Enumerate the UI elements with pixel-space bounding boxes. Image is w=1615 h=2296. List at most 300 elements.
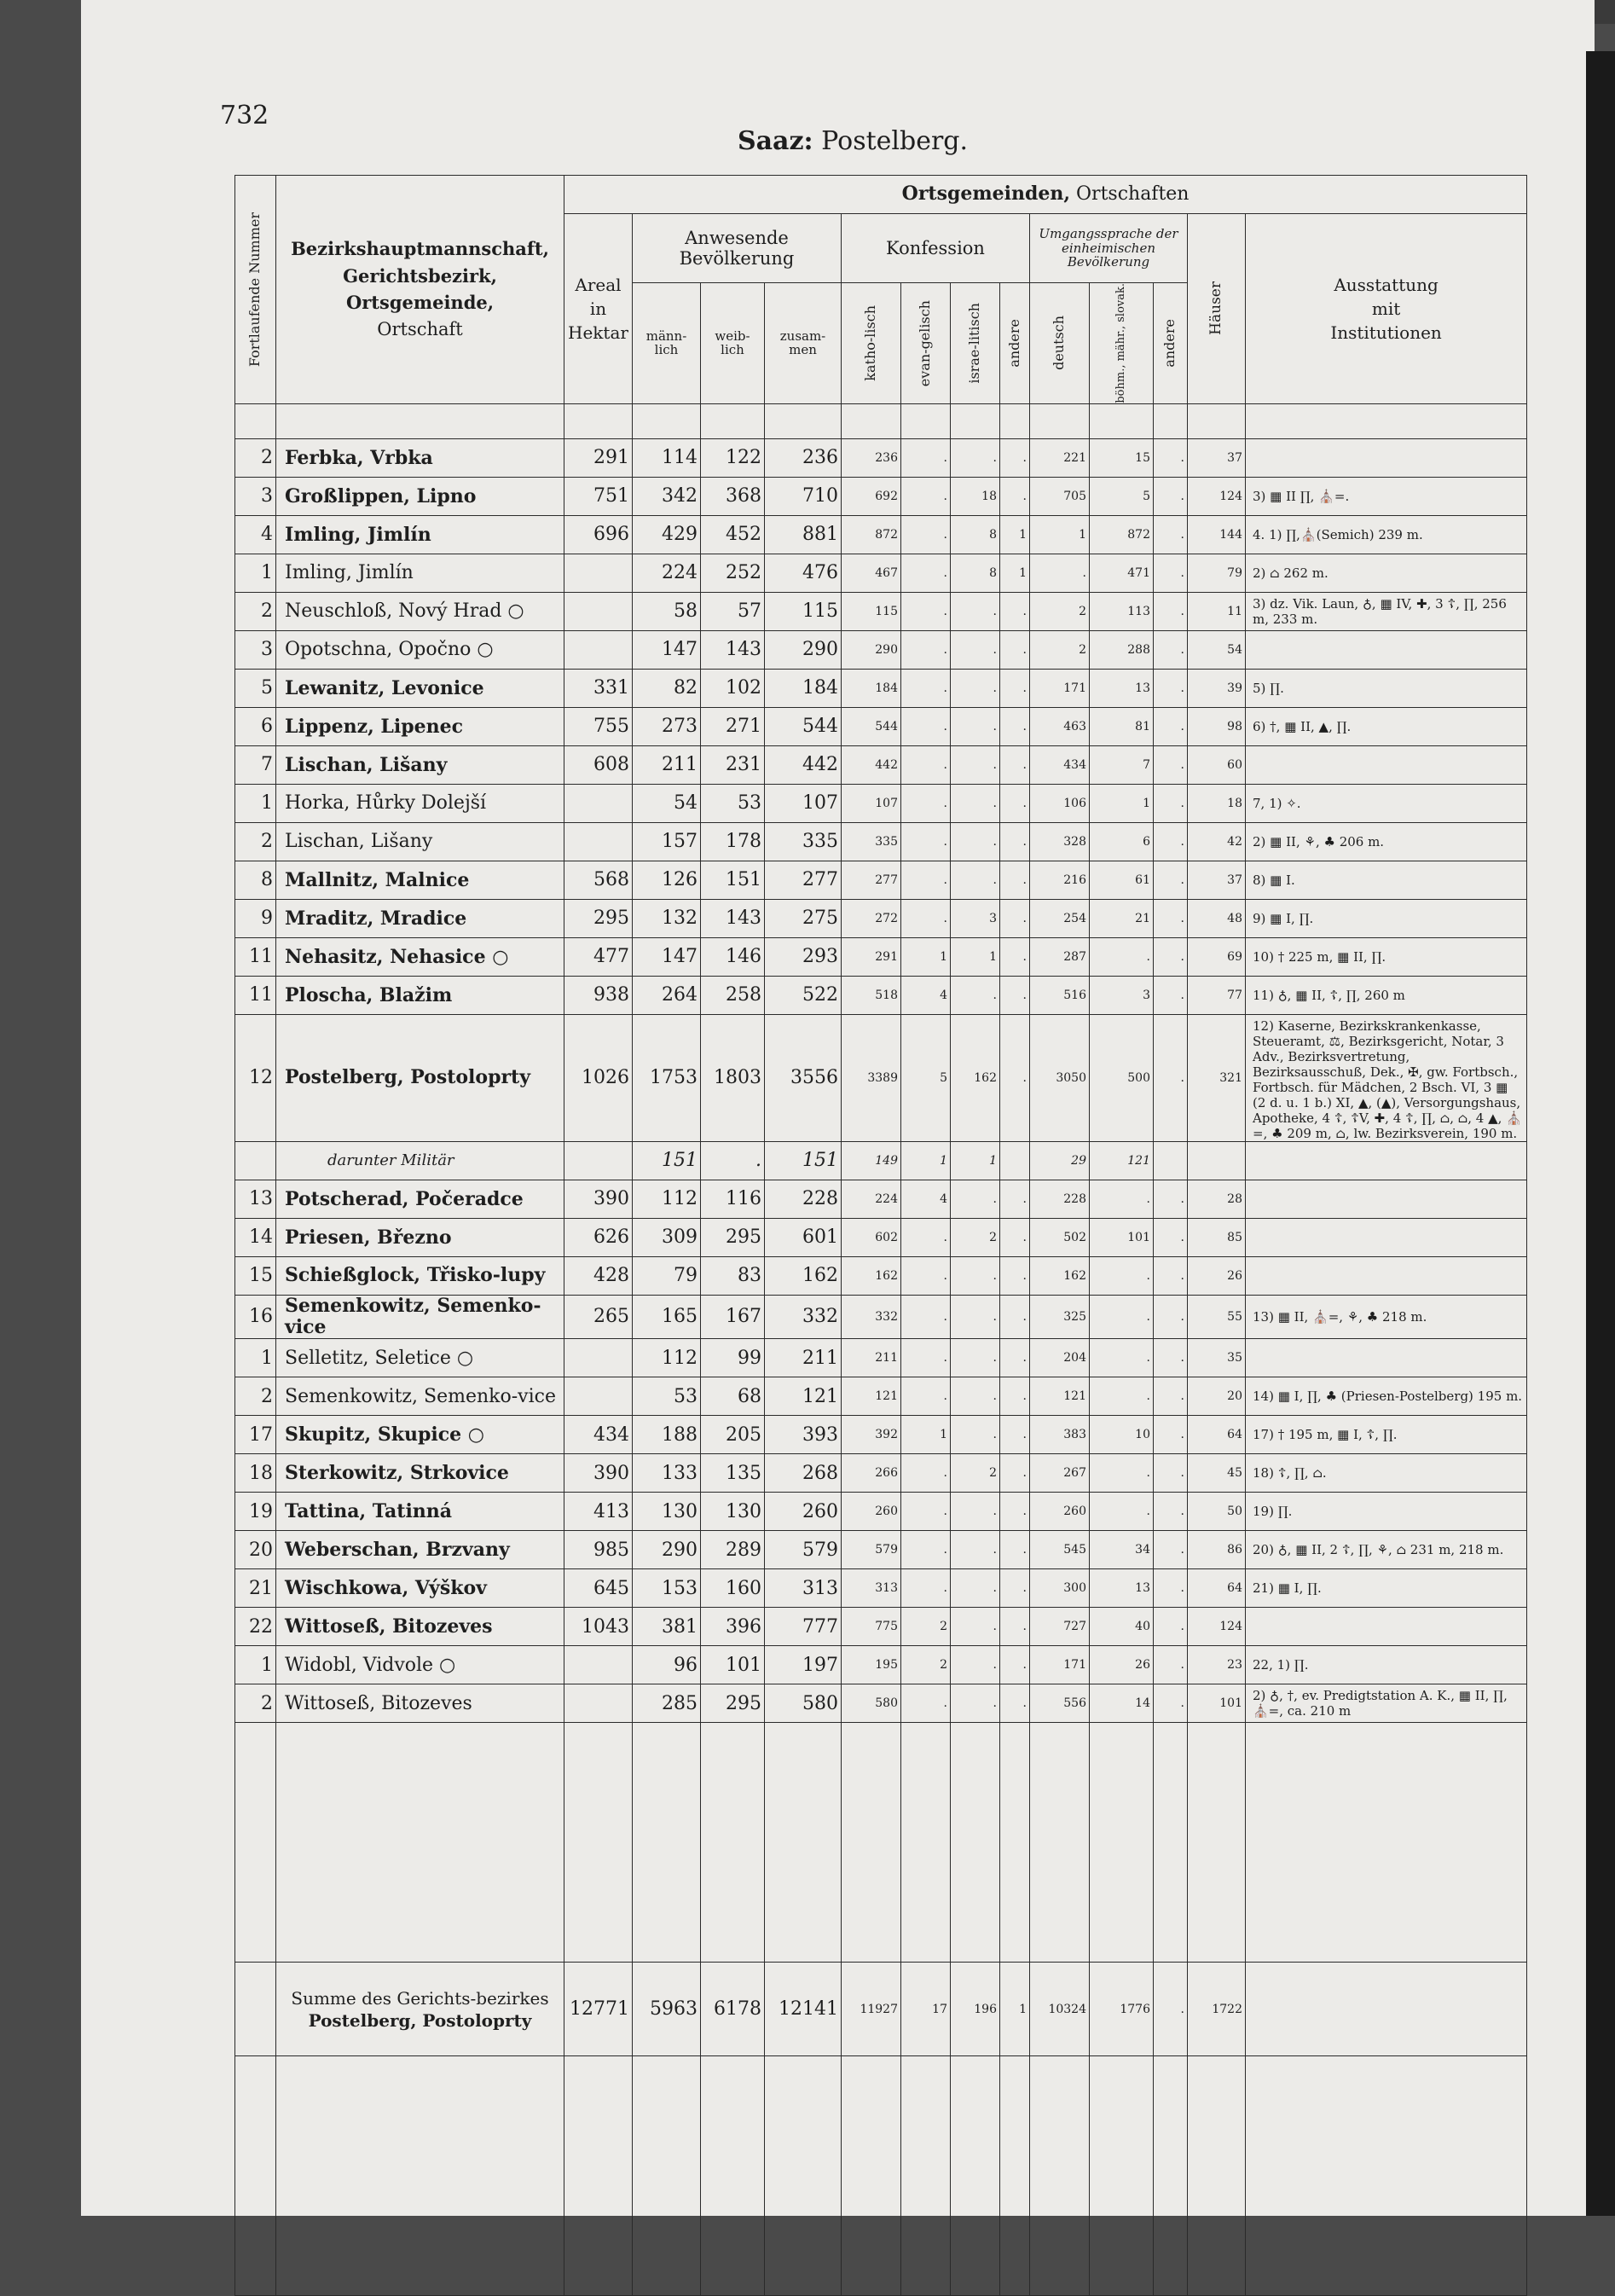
row-areal	[564, 554, 633, 592]
table-row	[235, 1339, 1527, 1377]
table-row	[235, 554, 1527, 592]
row-ausstattung: 20) ♁, ▦ II, 2 ☦, ∏, ⚘, ⌂ 231 m, 218 m.	[1246, 1531, 1527, 1569]
table-row	[235, 630, 1527, 669]
row-areal: 696	[564, 515, 633, 554]
row-ausstattung: 14) ▦ I, ∏, ♣ (Priesen-Postelberg) 195 m.	[1246, 1377, 1527, 1416]
row-andere-konfession: .	[1000, 1218, 1030, 1256]
row-haeuser: 37	[1188, 438, 1246, 477]
row-haeuser: 64	[1188, 1416, 1246, 1454]
row-weiblich: .	[701, 1141, 765, 1180]
row-andere-konfession: .	[1000, 745, 1030, 784]
row-andere-sprache: .	[1154, 1608, 1188, 1646]
row-zusammen: 107	[765, 784, 842, 822]
row-evangelisch: .	[901, 745, 951, 784]
row-evangelisch: .	[901, 1218, 951, 1256]
row-zusammen: 332	[765, 1295, 842, 1339]
row-deutsch: 162	[1030, 1256, 1090, 1295]
row-israelitisch: .	[951, 1416, 1000, 1454]
row-deutsch: .	[1030, 554, 1090, 592]
row-areal: 608	[564, 745, 633, 784]
row-zusammen: 115	[765, 592, 842, 630]
row-deutsch: 2	[1030, 630, 1090, 669]
row-evangelisch: .	[901, 477, 951, 515]
row-andere-konfession: .	[1000, 1339, 1030, 1377]
row-ausstattung: 7, 1) ✧.	[1246, 784, 1527, 822]
row-katholisch: 335	[842, 822, 901, 861]
row-maennlich: 130	[633, 1493, 701, 1531]
row-israelitisch: 8	[951, 554, 1000, 592]
row-maennlich: 147	[633, 630, 701, 669]
summary-zusammen: 12141	[765, 1963, 842, 2056]
row-name: Sterkowitz, Strkovice	[276, 1454, 564, 1493]
row-evangelisch: 2	[901, 1646, 951, 1684]
row-israelitisch: .	[951, 1684, 1000, 1723]
row-haeuser: 18	[1188, 784, 1246, 822]
row-boehmisch: .	[1090, 1339, 1154, 1377]
row-areal: 413	[564, 1493, 633, 1531]
row-number: 2	[235, 1377, 276, 1416]
row-maennlich: 112	[633, 1339, 701, 1377]
table-row	[235, 1416, 1527, 1454]
row-name: Nehasitz, Nehasice ○	[276, 937, 564, 976]
row-name: Wittoseß, Bitozeves	[276, 1608, 564, 1646]
row-maennlich: 112	[633, 1180, 701, 1218]
header-ausstattung: Ausstattung mit Institutionen	[1246, 214, 1527, 404]
row-deutsch: 204	[1030, 1339, 1090, 1377]
row-name: Semenkowitz, Semenko-vice	[276, 1295, 564, 1339]
summary-label-line2: Postelberg, Postoloprty	[308, 2009, 532, 2031]
row-zusammen: 442	[765, 745, 842, 784]
row-number: 18	[235, 1454, 276, 1493]
row-katholisch: 195	[842, 1646, 901, 1684]
table-row	[235, 1646, 1527, 1684]
table-row	[235, 669, 1527, 707]
row-boehmisch: 288	[1090, 630, 1154, 669]
row-number: 20	[235, 1531, 276, 1569]
row-katholisch: 272	[842, 899, 901, 937]
table-row	[235, 1454, 1527, 1493]
row-deutsch: 121	[1030, 1377, 1090, 1416]
row-number: 3	[235, 630, 276, 669]
row-andere-sprache: .	[1154, 1454, 1188, 1493]
row-andere-sprache: .	[1154, 976, 1188, 1014]
row-areal: 751	[564, 477, 633, 515]
row-haeuser: 54	[1188, 630, 1246, 669]
row-evangelisch: .	[901, 438, 951, 477]
row-israelitisch: .	[951, 822, 1000, 861]
row-boehmisch: 61	[1090, 861, 1154, 899]
row-andere-konfession: .	[1000, 707, 1030, 745]
table-row	[235, 1493, 1527, 1531]
row-evangelisch: .	[901, 1377, 951, 1416]
row-deutsch: 3050	[1030, 1014, 1090, 1141]
row-israelitisch: .	[951, 1569, 1000, 1608]
row-areal: 390	[564, 1180, 633, 1218]
row-number: 1	[235, 1646, 276, 1684]
table-row	[235, 1218, 1527, 1256]
row-israelitisch: .	[951, 861, 1000, 899]
header-katholisch: katho-lisch	[842, 283, 901, 404]
row-name: Lewanitz, Levonice	[276, 669, 564, 707]
row-evangelisch: 4	[901, 976, 951, 1014]
row-katholisch: 115	[842, 592, 901, 630]
row-maennlich: 126	[633, 861, 701, 899]
row-haeuser: 69	[1188, 937, 1246, 976]
row-andere-konfession: 1	[1000, 515, 1030, 554]
row-deutsch: 463	[1030, 707, 1090, 745]
row-number: 22	[235, 1608, 276, 1646]
row-deutsch: 325	[1030, 1295, 1090, 1339]
row-andere-konfession: .	[1000, 976, 1030, 1014]
row-number: 17	[235, 1416, 276, 1454]
row-deutsch: 705	[1030, 477, 1090, 515]
row-katholisch: 442	[842, 745, 901, 784]
row-name: Skupitz, Skupice ○	[276, 1416, 564, 1454]
header-andere-konfession: andere	[1000, 283, 1030, 404]
row-ausstattung: 22, 1) ∏.	[1246, 1646, 1527, 1684]
header-anwesende-bevoelkerung: Anwesende Bevölkerung	[633, 214, 842, 283]
row-boehmisch: .	[1090, 1180, 1154, 1218]
table-row	[235, 1684, 1527, 1723]
row-areal: 1026	[564, 1014, 633, 1141]
row-andere-sprache: .	[1154, 1493, 1188, 1531]
summary-boehmisch: 1776	[1090, 1963, 1154, 2056]
row-ausstattung: 12) Kaserne, Bezirkskrankenkasse, Steueramt, ⚖, Bezirksgericht, Notar, 3 Adv., Bezirksvertretung, Bezirksausschuß, Dek., ✠, gw. Fortbsch., Fortbsch. für Mädchen, 2 Bsch. VI, 3 ▦ (2 d. u. 1 b.) XI, ▲, (▲), Versorgungshaus, Apotheke, 4 ☦, ☦V, ✚, 4 ☦, ∏, ⌂, ⌂, 4 ▲, ⛪=, ♣ 209 m, ⌂, lw. Bezirksverein, 190 m.	[1246, 1014, 1527, 1141]
row-areal: 568	[564, 861, 633, 899]
row-ausstattung: 8) ▦ I.	[1246, 861, 1527, 899]
row-haeuser: 37	[1188, 861, 1246, 899]
row-israelitisch: .	[951, 1180, 1000, 1218]
row-deutsch: 1	[1030, 515, 1090, 554]
row-areal: 985	[564, 1531, 633, 1569]
row-boehmisch: 3	[1090, 976, 1154, 1014]
row-areal: 755	[564, 707, 633, 745]
row-areal	[564, 630, 633, 669]
row-evangelisch: .	[901, 1339, 951, 1377]
row-areal: 434	[564, 1416, 633, 1454]
row-haeuser: 77	[1188, 976, 1246, 1014]
row-name: Lippenz, Lipenec	[276, 707, 564, 745]
row-andere-sprache: .	[1154, 861, 1188, 899]
page-number: 732	[220, 101, 269, 130]
row-andere-sprache: .	[1154, 554, 1188, 592]
row-deutsch: 228	[1030, 1180, 1090, 1218]
row-weiblich: 452	[701, 515, 765, 554]
row-andere-konfession: .	[1000, 477, 1030, 515]
row-haeuser: 85	[1188, 1218, 1246, 1256]
row-boehmisch: .	[1090, 1377, 1154, 1416]
row-zusammen: 197	[765, 1646, 842, 1684]
row-andere-sprache: .	[1154, 1256, 1188, 1295]
row-number: 6	[235, 707, 276, 745]
row-boehmisch: 10	[1090, 1416, 1154, 1454]
row-evangelisch: .	[901, 1295, 951, 1339]
table-row	[235, 937, 1527, 976]
row-andere-sprache: .	[1154, 745, 1188, 784]
row-areal	[564, 1339, 633, 1377]
header-umgangssprache: Umgangssprache der einheimischen Bevölkerung	[1030, 214, 1188, 283]
row-areal	[564, 784, 633, 822]
row-weiblich: 295	[701, 1684, 765, 1723]
table-row	[235, 1256, 1527, 1295]
row-katholisch: 236	[842, 438, 901, 477]
row-number: 5	[235, 669, 276, 707]
row-deutsch: 254	[1030, 899, 1090, 937]
row-maennlich: 381	[633, 1608, 701, 1646]
table-row	[235, 477, 1527, 515]
title-district: Saaz:	[737, 126, 813, 156]
table-row	[235, 1180, 1527, 1218]
row-israelitisch: .	[951, 630, 1000, 669]
row-andere-konfession: .	[1000, 1493, 1030, 1531]
row-zusammen: 580	[765, 1684, 842, 1723]
row-zusammen: 393	[765, 1416, 842, 1454]
row-number: 12	[235, 1014, 276, 1141]
row-katholisch: 107	[842, 784, 901, 822]
header-konfession: Konfession	[842, 214, 1030, 283]
row-weiblich: 146	[701, 937, 765, 976]
row-maennlich: 264	[633, 976, 701, 1014]
row-ausstattung: 18) ☦, ∏, ⌂.	[1246, 1454, 1527, 1493]
row-haeuser: 321	[1188, 1014, 1246, 1141]
row-weiblich: 1803	[701, 1014, 765, 1141]
row-andere-sprache: .	[1154, 707, 1188, 745]
row-number: 3	[235, 477, 276, 515]
row-haeuser: 124	[1188, 1608, 1246, 1646]
row-haeuser: 79	[1188, 554, 1246, 592]
row-andere-sprache: .	[1154, 822, 1188, 861]
table-body	[235, 403, 1527, 1723]
row-weiblich: 57	[701, 592, 765, 630]
row-ausstattung	[1246, 1256, 1527, 1295]
row-name: Tattina, Tatinná	[276, 1493, 564, 1531]
row-zusammen: 777	[765, 1608, 842, 1646]
header-fortlaufende-nummer: Fortlaufende Nummer	[235, 176, 276, 404]
row-areal: 477	[564, 937, 633, 976]
row-name: Lischan, Lišany	[276, 745, 564, 784]
row-name: darunter Militär	[276, 1141, 564, 1180]
row-andere-sprache: .	[1154, 1218, 1188, 1256]
row-maennlich: 58	[633, 592, 701, 630]
row-andere-sprache: .	[1154, 1377, 1188, 1416]
row-areal: 291	[564, 438, 633, 477]
statistics-table	[234, 175, 1527, 2296]
row-zusammen: 293	[765, 937, 842, 976]
row-andere-konfession: .	[1000, 592, 1030, 630]
row-zusammen: 277	[765, 861, 842, 899]
row-andere-sprache: .	[1154, 438, 1188, 477]
row-israelitisch: .	[951, 784, 1000, 822]
row-andere-konfession: .	[1000, 1569, 1030, 1608]
row-ausstattung	[1246, 1608, 1527, 1646]
row-evangelisch: .	[901, 554, 951, 592]
table-row	[235, 707, 1527, 745]
row-areal	[564, 1684, 633, 1723]
row-areal: 428	[564, 1256, 633, 1295]
row-israelitisch: .	[951, 1531, 1000, 1569]
row-number: 8	[235, 861, 276, 899]
row-maennlich: 147	[633, 937, 701, 976]
row-number: 19	[235, 1493, 276, 1531]
table-row	[235, 515, 1527, 554]
summary-label-line1: Summe des Gerichts-bezirkes	[291, 1987, 549, 2009]
row-katholisch: 162	[842, 1256, 901, 1295]
row-number: 1	[235, 1339, 276, 1377]
row-haeuser: 101	[1188, 1684, 1246, 1723]
row-andere-konfession: .	[1000, 1416, 1030, 1454]
row-number: 11	[235, 937, 276, 976]
row-deutsch: 267	[1030, 1454, 1090, 1493]
row-zusammen: 579	[765, 1531, 842, 1569]
row-haeuser: 144	[1188, 515, 1246, 554]
row-number: 11	[235, 976, 276, 1014]
row-haeuser: 39	[1188, 669, 1246, 707]
row-areal: 626	[564, 1218, 633, 1256]
row-maennlich: 309	[633, 1218, 701, 1256]
row-katholisch: 184	[842, 669, 901, 707]
row-israelitisch: .	[951, 745, 1000, 784]
row-areal: 938	[564, 976, 633, 1014]
page-title	[597, 126, 1109, 156]
row-israelitisch: .	[951, 976, 1000, 1014]
row-maennlich: 165	[633, 1295, 701, 1339]
row-boehmisch: 101	[1090, 1218, 1154, 1256]
filler-row-bottom	[235, 2056, 1527, 2296]
header-andere-sprache: andere	[1154, 283, 1188, 404]
row-andere-sprache: .	[1154, 1295, 1188, 1339]
table-row	[235, 976, 1527, 1014]
row-weiblich: 167	[701, 1295, 765, 1339]
row-number: 4	[235, 515, 276, 554]
row-katholisch: 692	[842, 477, 901, 515]
row-andere-konfession: .	[1000, 1295, 1030, 1339]
row-andere-konfession: .	[1000, 669, 1030, 707]
row-andere-konfession: .	[1000, 1014, 1030, 1141]
row-name: Imling, Jimlín	[276, 515, 564, 554]
row-maennlich: 79	[633, 1256, 701, 1295]
row-boehmisch: 13	[1090, 669, 1154, 707]
row-andere-sprache: .	[1154, 669, 1188, 707]
row-name: Großlippen, Lipno	[276, 477, 564, 515]
row-andere-sprache: .	[1154, 592, 1188, 630]
header-spacer-row	[235, 403, 1527, 438]
row-deutsch: 383	[1030, 1416, 1090, 1454]
statistics-table-container	[234, 175, 1526, 2296]
row-katholisch: 580	[842, 1684, 901, 1723]
row-maennlich: 188	[633, 1416, 701, 1454]
row-deutsch: 171	[1030, 669, 1090, 707]
row-boehmisch: 15	[1090, 438, 1154, 477]
row-ausstattung: 21) ▦ I, ∏.	[1246, 1569, 1527, 1608]
row-boehmisch: 7	[1090, 745, 1154, 784]
table-row	[235, 822, 1527, 861]
table-row	[235, 899, 1527, 937]
row-andere-konfession: .	[1000, 899, 1030, 937]
row-andere-konfession: .	[1000, 784, 1030, 822]
row-name: Schießglock, Třisko-lupy	[276, 1256, 564, 1295]
row-israelitisch: .	[951, 592, 1000, 630]
row-boehmisch: 40	[1090, 1608, 1154, 1646]
row-boehmisch: 5	[1090, 477, 1154, 515]
row-maennlich: 290	[633, 1531, 701, 1569]
row-katholisch: 121	[842, 1377, 901, 1416]
table-row	[235, 1377, 1527, 1416]
table-row	[235, 861, 1527, 899]
row-weiblich: 99	[701, 1339, 765, 1377]
row-ausstattung: 2) ▦ II, ⚘, ♣ 206 m.	[1246, 822, 1527, 861]
row-ausstattung: 13) ▦ II, ⛪=, ⚘, ♣ 218 m.	[1246, 1295, 1527, 1339]
row-areal	[564, 592, 633, 630]
row-areal: 295	[564, 899, 633, 937]
row-katholisch: 224	[842, 1180, 901, 1218]
row-katholisch: 211	[842, 1339, 901, 1377]
title-court: Postelberg.	[821, 126, 969, 156]
row-katholisch: 260	[842, 1493, 901, 1531]
row-weiblich: 130	[701, 1493, 765, 1531]
row-andere-sprache: .	[1154, 899, 1188, 937]
summary-israelitisch: 196	[951, 1963, 1000, 2056]
row-deutsch: 434	[1030, 745, 1090, 784]
row-deutsch: 216	[1030, 861, 1090, 899]
row-evangelisch: .	[901, 784, 951, 822]
row-maennlich: 342	[633, 477, 701, 515]
row-andere-sprache: .	[1154, 1339, 1188, 1377]
row-zusammen: 236	[765, 438, 842, 477]
row-boehmisch: 121	[1090, 1141, 1154, 1180]
row-weiblich: 396	[701, 1608, 765, 1646]
row-boehmisch: 872	[1090, 515, 1154, 554]
row-israelitisch: .	[951, 1608, 1000, 1646]
row-deutsch: 287	[1030, 937, 1090, 976]
row-boehmisch: .	[1090, 1493, 1154, 1531]
row-weiblich: 151	[701, 861, 765, 899]
row-zusammen: 260	[765, 1493, 842, 1531]
summary-andere-konfession: 1	[1000, 1963, 1030, 2056]
row-weiblich: 83	[701, 1256, 765, 1295]
row-haeuser: 35	[1188, 1339, 1246, 1377]
row-andere-sprache: .	[1154, 1684, 1188, 1723]
row-israelitisch: 3	[951, 899, 1000, 937]
row-katholisch: 467	[842, 554, 901, 592]
row-name: Mallnitz, Malnice	[276, 861, 564, 899]
row-deutsch: 106	[1030, 784, 1090, 822]
row-weiblich: 68	[701, 1377, 765, 1416]
row-areal	[564, 822, 633, 861]
row-boehmisch: 26	[1090, 1646, 1154, 1684]
row-boehmisch: .	[1090, 1256, 1154, 1295]
row-boehmisch: 113	[1090, 592, 1154, 630]
row-israelitisch: .	[951, 438, 1000, 477]
row-weiblich: 205	[701, 1416, 765, 1454]
table-row	[235, 1569, 1527, 1608]
row-zusammen: 228	[765, 1180, 842, 1218]
row-evangelisch: .	[901, 630, 951, 669]
row-weiblich: 271	[701, 707, 765, 745]
row-areal	[564, 1377, 633, 1416]
row-maennlich: 54	[633, 784, 701, 822]
row-evangelisch: .	[901, 1569, 951, 1608]
row-maennlich: 153	[633, 1569, 701, 1608]
row-name: Ferbka, Vrbka	[276, 438, 564, 477]
row-boehmisch: 14	[1090, 1684, 1154, 1723]
row-weiblich: 295	[701, 1218, 765, 1256]
row-andere-sprache: .	[1154, 1531, 1188, 1569]
row-deutsch: 171	[1030, 1646, 1090, 1684]
table-header	[235, 176, 1527, 404]
row-israelitisch: .	[951, 1377, 1000, 1416]
row-katholisch: 332	[842, 1295, 901, 1339]
header-israelitisch: israe-litisch	[951, 283, 1000, 404]
